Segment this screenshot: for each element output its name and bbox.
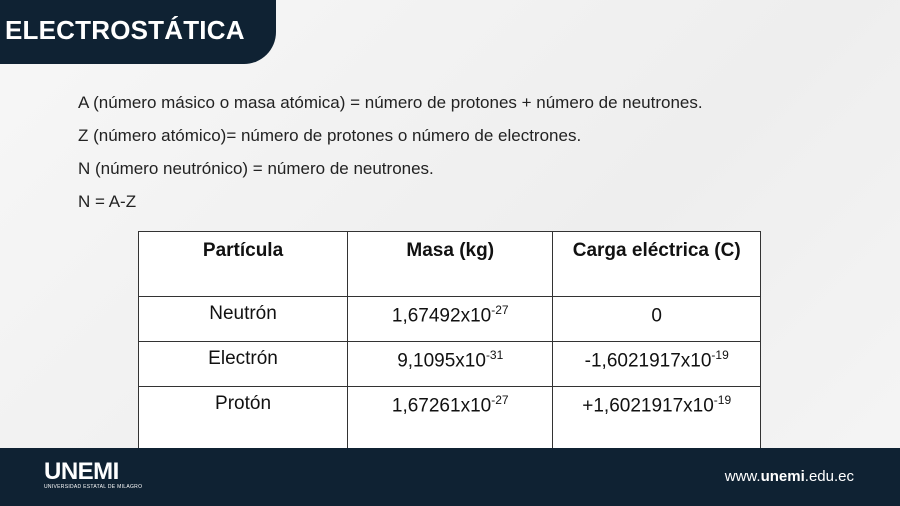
charge-base: +1,6021917x10 [582,395,714,417]
mass-exponent: -27 [491,393,509,407]
title-banner [0,0,276,64]
cell-charge [553,297,761,342]
header-particle: Partícula [139,232,348,297]
definition-line-a: A (número másico o masa atómica) = número de protones + número de neutrones. [78,93,703,112]
mass-base: 9,1095x10 [397,350,486,372]
cell-charge [553,342,761,387]
unemi-logo [44,460,142,490]
charge-base: -1,6021917x10 [584,350,712,372]
cell-mass [348,297,553,342]
table-row [139,387,761,451]
logo-wordmark: UNEMI [44,458,119,485]
mass-exponent: -31 [485,348,504,362]
definition-line-n: N (número neutrónico) = número de neutrones. [78,159,434,178]
formula-line: N = A-Z [78,192,137,211]
site-prefix: www. [724,468,761,485]
particles-table [138,231,761,451]
cell-mass [348,387,553,451]
definitions-block [78,90,703,222]
website-link[interactable] [725,468,854,485]
charge-exponent: -19 [711,348,729,362]
slide-title: ELECTROSTÁTICA [5,15,245,45]
table-row [139,342,761,387]
mass-exponent: -27 [491,303,509,317]
cell-charge [553,387,761,451]
footer-bar [0,448,900,506]
logo-subtitle: UNIVERSIDAD ESTATAL DE MILAGRO [44,484,143,490]
table-header-row [139,232,761,297]
cell-particle: Neutrón [139,297,348,342]
charge-exponent: -19 [713,393,732,407]
site-domain: unemi [760,468,805,485]
header-mass: Masa (kg) [348,232,553,297]
site-suffix: .edu.ec [804,468,854,485]
charge-base: 0 [651,305,662,327]
mass-base: 1,67261x10 [391,395,492,417]
header-charge: Carga eléctrica (C) [553,232,761,297]
cell-particle: Protón [139,387,348,451]
mass-base: 1,67492x10 [391,305,492,327]
cell-particle: Electrón [139,342,348,387]
table-row [139,297,761,342]
definition-line-z: Z (número atómico)= número de protones o número de electrones. [78,126,582,145]
cell-mass [348,342,553,387]
